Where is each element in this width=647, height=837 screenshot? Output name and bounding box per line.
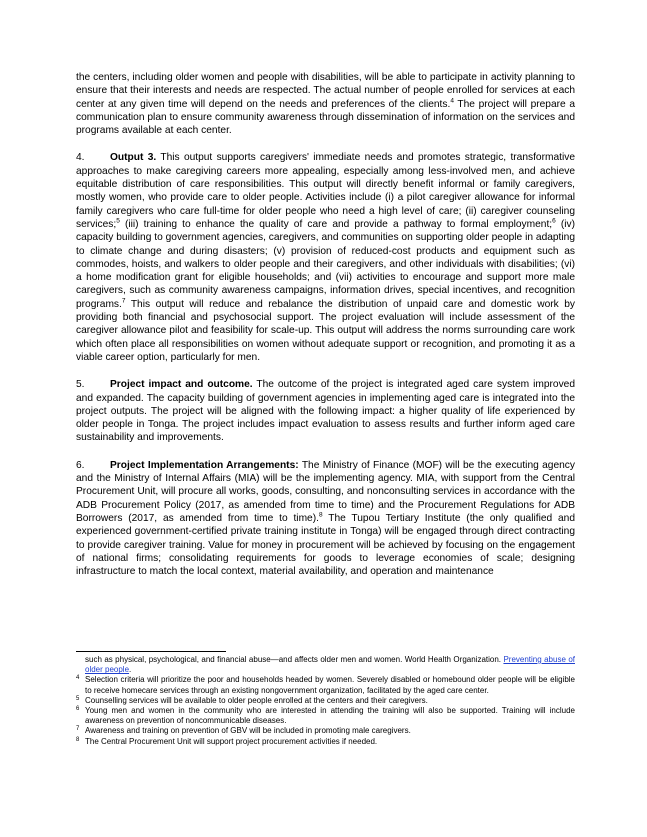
footnote-text: Counselling services will be available to older people enrolled at the centers and their caregivers. [85,695,428,705]
paragraph-text: This output supports caregivers' immediate needs and promotes strategic, transformative approaches to make caregiving careers more appealing, especially among less-involved men, and achieve equitable distribution of care responsibilities. This output will directly benefit informal or family caregivers, mostly women, who provide care to older people. Activities include (i) a pilot caregiver allowance for informal family caregivers who care full-time for older people who need a high level of care; (ii) caregiver counseling services; [76,152,575,230]
footnote-link[interactable]: Preventing abuse of older people [85,655,575,675]
footnote-text: Selection criteria will prioritize the poor and households headed by women. Severely disabled or homebound older people will be eligible to receive homecare services through an existing nongovernment organization, facilitated by the aged care center. [85,675,575,695]
paragraph-implementation [76,459,575,579]
paragraph-text: the centers, including older women and people with disabilities, will be able to participate in activity planning to ensure that their interests and needs are respected. The actual number of people enrolled for services at each center at any given time will depend on the needs and preferences of the clients. [76,72,575,110]
footnote-ref[interactable]: 7 [121,297,126,305]
footnote-separator [76,651,226,652]
footnote-number: 7 [76,726,80,733]
paragraph-text: The project will prepare a communication plan to ensure community awareness through dissemination of information on the services and programs available at each center. [76,98,575,137]
footnote-item [76,675,575,695]
footnote-item [76,726,575,736]
footnote-ref[interactable]: 4 [450,97,454,105]
paragraph-number: 6. [76,459,85,471]
footnote-text: Awareness and training on prevention of GBV will be included in promoting male caregivers. [85,726,411,736]
footnote-ref[interactable]: 5 [116,217,120,225]
paragraph-impact-outcome [76,378,575,444]
paragraph-heading: Project Implementation Arrangements: [110,459,299,471]
footnote-ref[interactable]: 6 [552,217,556,225]
footnote-item [76,696,575,706]
footnote-item [76,706,575,726]
footnote-text: . [129,665,132,675]
footnote-number: 6 [76,706,80,713]
footnote-text: Young men and women in the community who are interested in attending the training will also be supported. Training will include awareness on prevention of noncommunicable diseases. [85,706,575,726]
paragraph-number: 4. [76,152,85,164]
paragraph-text: (iii) training to enhance the quality of care and provide a pathway to formal employment; [119,218,553,230]
paragraph-heading: Project impact and outcome. [110,379,253,391]
footnote-text: such as physical, psychological, and financial abuse—and affects older men and women. World Health Organization. [85,655,504,664]
paragraph-text: (iv) capacity building to government agencies, caregivers, and communities on supporting older people in adapting to climate change and during disasters; (v) provision of reduced-cost products and equipment such as commodes, hoists, and walkers to older people and their caregivers, and other individuals with disabilities; (vi) a home modification grant for eligible households; and (vii) activities to encourage and support more male caregivers, such as community awareness campaigns, information drives, special incentives, and recognition programs. [76,218,576,310]
paragraph-output-3 [76,151,575,364]
paragraph-number: 5. [76,379,85,391]
paragraph-text: This output will reduce and rebalance the distribution of unpaid care and domestic work by providing both financial and psychosocial support. The project evaluation will include assessment of the caregiver allowance pilot and feasibility for scale-up. This output will address the norms surrounding care work which often place all responsibilities on women without adequate support or recognition, and promoting it as a viable career option, particularly for men. [76,298,575,363]
footnotes [76,655,575,747]
paragraph-text: The Ministry of Finance (MOF) will be the executing agency and the Ministry of Internal Affairs (MIA) will be the implementing agency. MIA, with support from the Central Procurement Unit, will procure all works, goods, consulting, and nonconsulting services in accordance with the ADB Procurement Policy (2017, as amended from time to time) and the Procurement Regulations for ADB Borrowers (2017, as amended from time to time). [76,459,575,524]
paragraph-text: The Tupou Tertiary Institute (the only qualified and experienced government-certified private training institute in Tonga) will be engaged through direct contracting to provide caregiver training. Value for money in procurement will be achieved by focusing on the engagement of national firms; consolidating requirements for goods to leverage economies of scale; designing infrastructure to match the local context, material availability, and operation and maintenance [76,512,575,578]
footnote-number: 5 [76,695,80,702]
paragraph-intro [76,71,575,137]
footnote-number: 4 [76,675,80,682]
paragraph-heading: Output 3. [110,152,157,164]
footnote-number: 8 [76,736,80,743]
footnote-continuation [76,655,575,675]
footnote-ref[interactable]: 8 [318,511,323,519]
paragraph-text: The outcome of the project is integrated aged care system improved and expanded. The capacity building of government agencies in implementing aged care is integrated into the project outputs. The project will be aligned with the following impact: a higher quality of life experienced by older people in Tonga. The project includes impact evaluation to assess results and further inform aged care sustainability and improvements. [76,379,575,444]
footnote-item [76,737,575,747]
document-body [76,71,575,592]
footnote-text: The Central Procurement Unit will support project procurement activities if needed. [85,736,378,746]
